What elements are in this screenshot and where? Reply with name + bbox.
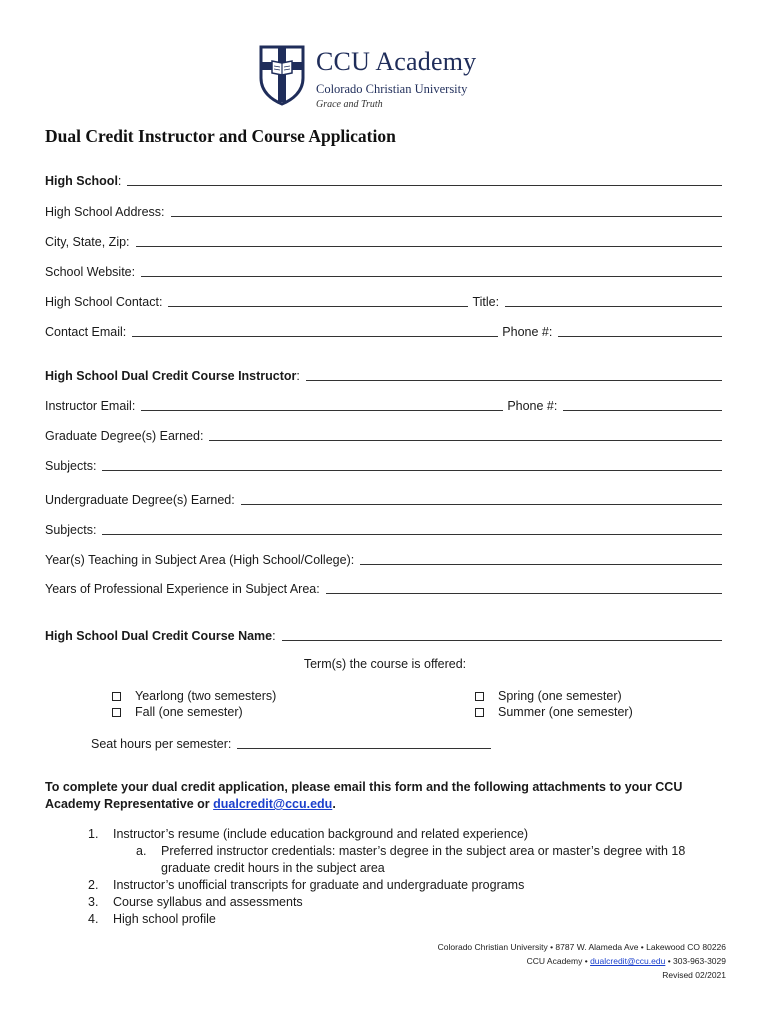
seat-hours-line[interactable] [237,748,491,749]
undergrad-degree-line[interactable] [241,504,722,505]
years-teaching-line[interactable] [360,564,722,565]
contact-line[interactable] [168,306,468,307]
instructions-text: To complete your dual credit application, please email this form and the following attachments to your CCU Academy Representative or [45,780,683,811]
footer [438,940,726,982]
list-number: 1. [88,827,99,841]
list-item [88,894,685,911]
logo-tagline: Grace and Truth [316,99,383,110]
high-school-address-field[interactable] [45,203,722,219]
logo-university: Colorado Christian University [316,82,468,96]
subjects-label: Subjects: [45,459,97,473]
contact-email-line[interactable] [132,336,498,337]
term-option-spring[interactable] [475,688,633,704]
attachments-list [88,826,685,928]
term-option-label: Spring (one semester) [498,689,622,703]
years-teaching-field[interactable] [45,551,722,567]
list-letter: a. [136,844,147,858]
graduate-degree-field[interactable] [45,427,722,443]
years-professional-field[interactable] [45,580,722,596]
footer-contact [438,954,726,968]
term-option-label: Yearlong (two semesters) [135,689,277,703]
footer-phone: • 303-963-3029 [667,956,726,966]
contact-label: High School Contact: [45,295,163,309]
contact-title-row [45,293,722,309]
ccu-academy-logo [258,44,498,110]
instructor-header-label: High School Dual Credit Course Instructor [45,369,297,383]
title-label: Title: [472,295,500,309]
dualcredit-email-link[interactable]: dualcredit@ccu.edu [213,797,333,811]
school-website-field[interactable] [45,263,722,279]
logo-name: CCU Academy [316,47,477,76]
website-line[interactable] [141,276,722,277]
instructor-email-label: Instructor Email: [45,399,136,413]
grad-degree-line[interactable] [209,440,722,441]
undergraduate-degree-field[interactable] [45,491,722,507]
years-teaching-label: Year(s) Teaching in Subject Area (High School/College): [45,553,355,567]
instructions-period: . [332,797,336,811]
footer-email-link[interactable]: dualcredit@ccu.edu [590,956,666,966]
contact-email-label: Contact Email: [45,325,127,339]
subjects-field[interactable] [45,457,722,473]
list-number: 4. [88,912,99,926]
subjects-2-line[interactable] [102,534,722,535]
list-text: Instructor’s resume (include education background and related experience) [113,827,529,841]
subjects-2-label: Subjects: [45,523,97,537]
shield-cross-book-icon [258,44,306,106]
list-text: Preferred instructor credentials: master’s degree in the subject area or master’s degree with 18 [161,844,686,858]
grad-degree-label: Graduate Degree(s) Earned: [45,429,204,443]
seat-hours-field[interactable] [91,735,491,751]
instructor-phone-line[interactable] [563,410,722,411]
checkbox-icon[interactable] [112,692,121,701]
high-school-field[interactable]: High School: [45,172,722,188]
city-state-zip-field[interactable] [45,233,722,249]
course-name-label: High School Dual Credit Course Name [45,629,273,643]
address-label: High School Address: [45,205,165,219]
instructor-field[interactable]: High School Dual Credit Course Instructor: [45,367,722,383]
course-name-field[interactable]: High School Dual Credit Course Name: [45,627,722,643]
title-line[interactable] [505,306,722,307]
checkbox-icon[interactable] [112,708,121,717]
website-label: School Website: [45,265,136,279]
contact-email-row [45,323,722,339]
footer-address: Colorado Christian University • 8787 W. Alameda Ave • Lakewood CO 80226 [437,942,726,952]
term-option-yearlong[interactable] [112,688,276,704]
instructor-line[interactable] [306,380,722,381]
city-label: City, State, Zip: [45,235,130,249]
checkbox-icon[interactable] [475,692,484,701]
terms-right-column [475,688,633,720]
city-line[interactable] [136,246,722,247]
instructor-email-row [45,397,722,413]
term-option-fall[interactable] [112,704,276,720]
list-letter [136,860,161,877]
instructor-phone-label: Phone #: [507,399,558,413]
years-professional-line[interactable] [326,593,722,594]
terms-label: Term(s) the course is offered: [303,657,467,671]
subjects-line[interactable] [102,470,722,471]
list-number: 2. [88,878,99,892]
contact-phone-label: Phone #: [502,325,553,339]
course-name-line[interactable] [282,640,722,641]
seat-hours-label: Seat hours per semester: [91,737,232,751]
submission-instructions [45,779,725,813]
years-professional-label: Years of Professional Experience in Subject Area: [45,582,320,596]
list-number: 3. [88,895,99,909]
list-text: High school profile [113,912,216,926]
undergrad-degree-label: Undergraduate Degree(s) Earned: [45,493,235,507]
list-item [88,826,685,843]
term-option-label: Summer (one semester) [498,705,633,719]
footer-prefix: CCU Academy • [526,956,588,966]
term-option-label: Fall (one semester) [135,705,243,719]
list-item [88,911,685,928]
high-school-label: High School [45,174,118,188]
address-line[interactable] [171,216,722,217]
terms-left-column [112,688,276,720]
contact-phone-line[interactable] [558,336,722,337]
list-text: Instructor’s unofficial transcripts for graduate and undergraduate programs [113,878,525,892]
list-text: Course syllabus and assessments [113,895,303,909]
instructor-email-line[interactable] [141,410,503,411]
page-title: Dual Credit Instructor and Course Application [45,126,396,146]
list-sub-item [88,843,685,860]
list-text: graduate credit hours in the subject area [161,861,385,875]
list-item [88,877,685,894]
subjects-2-field[interactable] [45,521,722,537]
footer-revised: Revised 02/2021 [662,970,726,980]
list-sub-item-continued [88,860,685,877]
high-school-line[interactable] [127,185,722,186]
checkbox-icon[interactable] [475,708,484,717]
term-option-summer[interactable] [475,704,633,720]
